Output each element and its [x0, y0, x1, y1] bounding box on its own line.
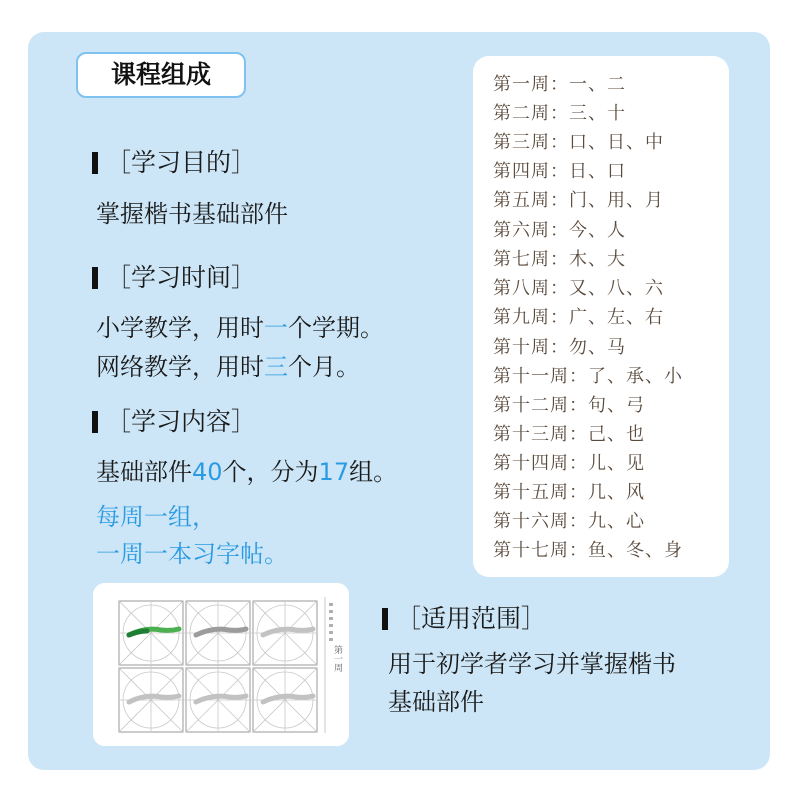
week-row: 第二周：三、十	[493, 103, 626, 124]
page-title: 课程组成	[76, 52, 246, 98]
week-row: 第十三周：己、也	[493, 424, 645, 445]
content-groups: 17	[318, 458, 350, 486]
content-line-1-b: 个，分为	[222, 458, 319, 486]
heading-bar	[92, 267, 98, 289]
week-row: 第十六周：九、心	[493, 511, 645, 532]
scope-heading	[382, 602, 546, 636]
heading-bar	[92, 152, 98, 174]
content-line-1-a: 基础部件	[96, 458, 192, 486]
week-row: 第三周：口、日、中	[493, 132, 664, 153]
content-line-3: 一周一本习字帖。	[96, 540, 288, 568]
week-row: 第十四周：儿、见	[493, 453, 645, 474]
time-line-1-c: 个学期。	[288, 314, 384, 342]
scope-line-2: 基础部件	[388, 688, 484, 716]
time-line-2-a: 网络教学，用时	[96, 353, 264, 381]
time-line-1-a: 小学教学，用时	[96, 314, 264, 342]
goal-text: 掌握楷书基础部件	[96, 200, 288, 228]
time-line-1	[96, 311, 384, 345]
week-row: 第十七周：鱼、冬、身	[493, 540, 683, 561]
week-row: 第十五周：几、风	[493, 482, 645, 503]
goal-heading	[92, 146, 256, 180]
week-row: 第五周：门、用、月	[493, 190, 664, 211]
time-line-2	[96, 350, 360, 384]
content-heading	[92, 405, 256, 439]
heading-bar	[382, 608, 388, 630]
time-line-2-c: 个月。	[288, 353, 360, 381]
content-line-1-c: 组。	[349, 458, 398, 486]
week-row: 第一周：一、二	[493, 74, 626, 95]
copybook-grid-illustration	[93, 583, 349, 746]
week-row: 第八周：又、八、六	[493, 278, 664, 299]
scope-heading-label: ［适用范围］	[396, 604, 547, 633]
week-row: 第十二周：句、弓	[493, 395, 645, 416]
content-heading-label: ［学习内容］	[106, 407, 257, 436]
time-heading-label: ［学习时间］	[106, 263, 257, 292]
sheet-week-label: 第一周	[332, 645, 342, 672]
content-count: 40	[192, 458, 223, 486]
week-row: 第九周：广、左、右	[493, 307, 664, 328]
week-row: 第七周：木、大	[493, 249, 626, 270]
week-row: 第六周：今、人	[493, 220, 626, 241]
week-row: 第四周：日、口	[493, 161, 626, 182]
content-line-1	[96, 455, 397, 489]
goal-heading-label: ［学习目的］	[106, 148, 257, 177]
weekly-schedule-card	[473, 56, 729, 577]
copybook-sample-image	[93, 583, 349, 746]
scope-line-1: 用于初学者学习并掌握楷书	[388, 650, 676, 678]
week-row: 第十周：勿、马	[493, 337, 626, 358]
time-heading	[92, 261, 256, 295]
heading-bar	[92, 411, 98, 433]
content-line-2: 每周一组，	[96, 503, 216, 531]
week-row: 第十一周：了、承、小	[493, 366, 683, 387]
time-line-1-highlight: 一	[264, 314, 288, 342]
time-line-2-highlight: 三	[264, 353, 288, 381]
